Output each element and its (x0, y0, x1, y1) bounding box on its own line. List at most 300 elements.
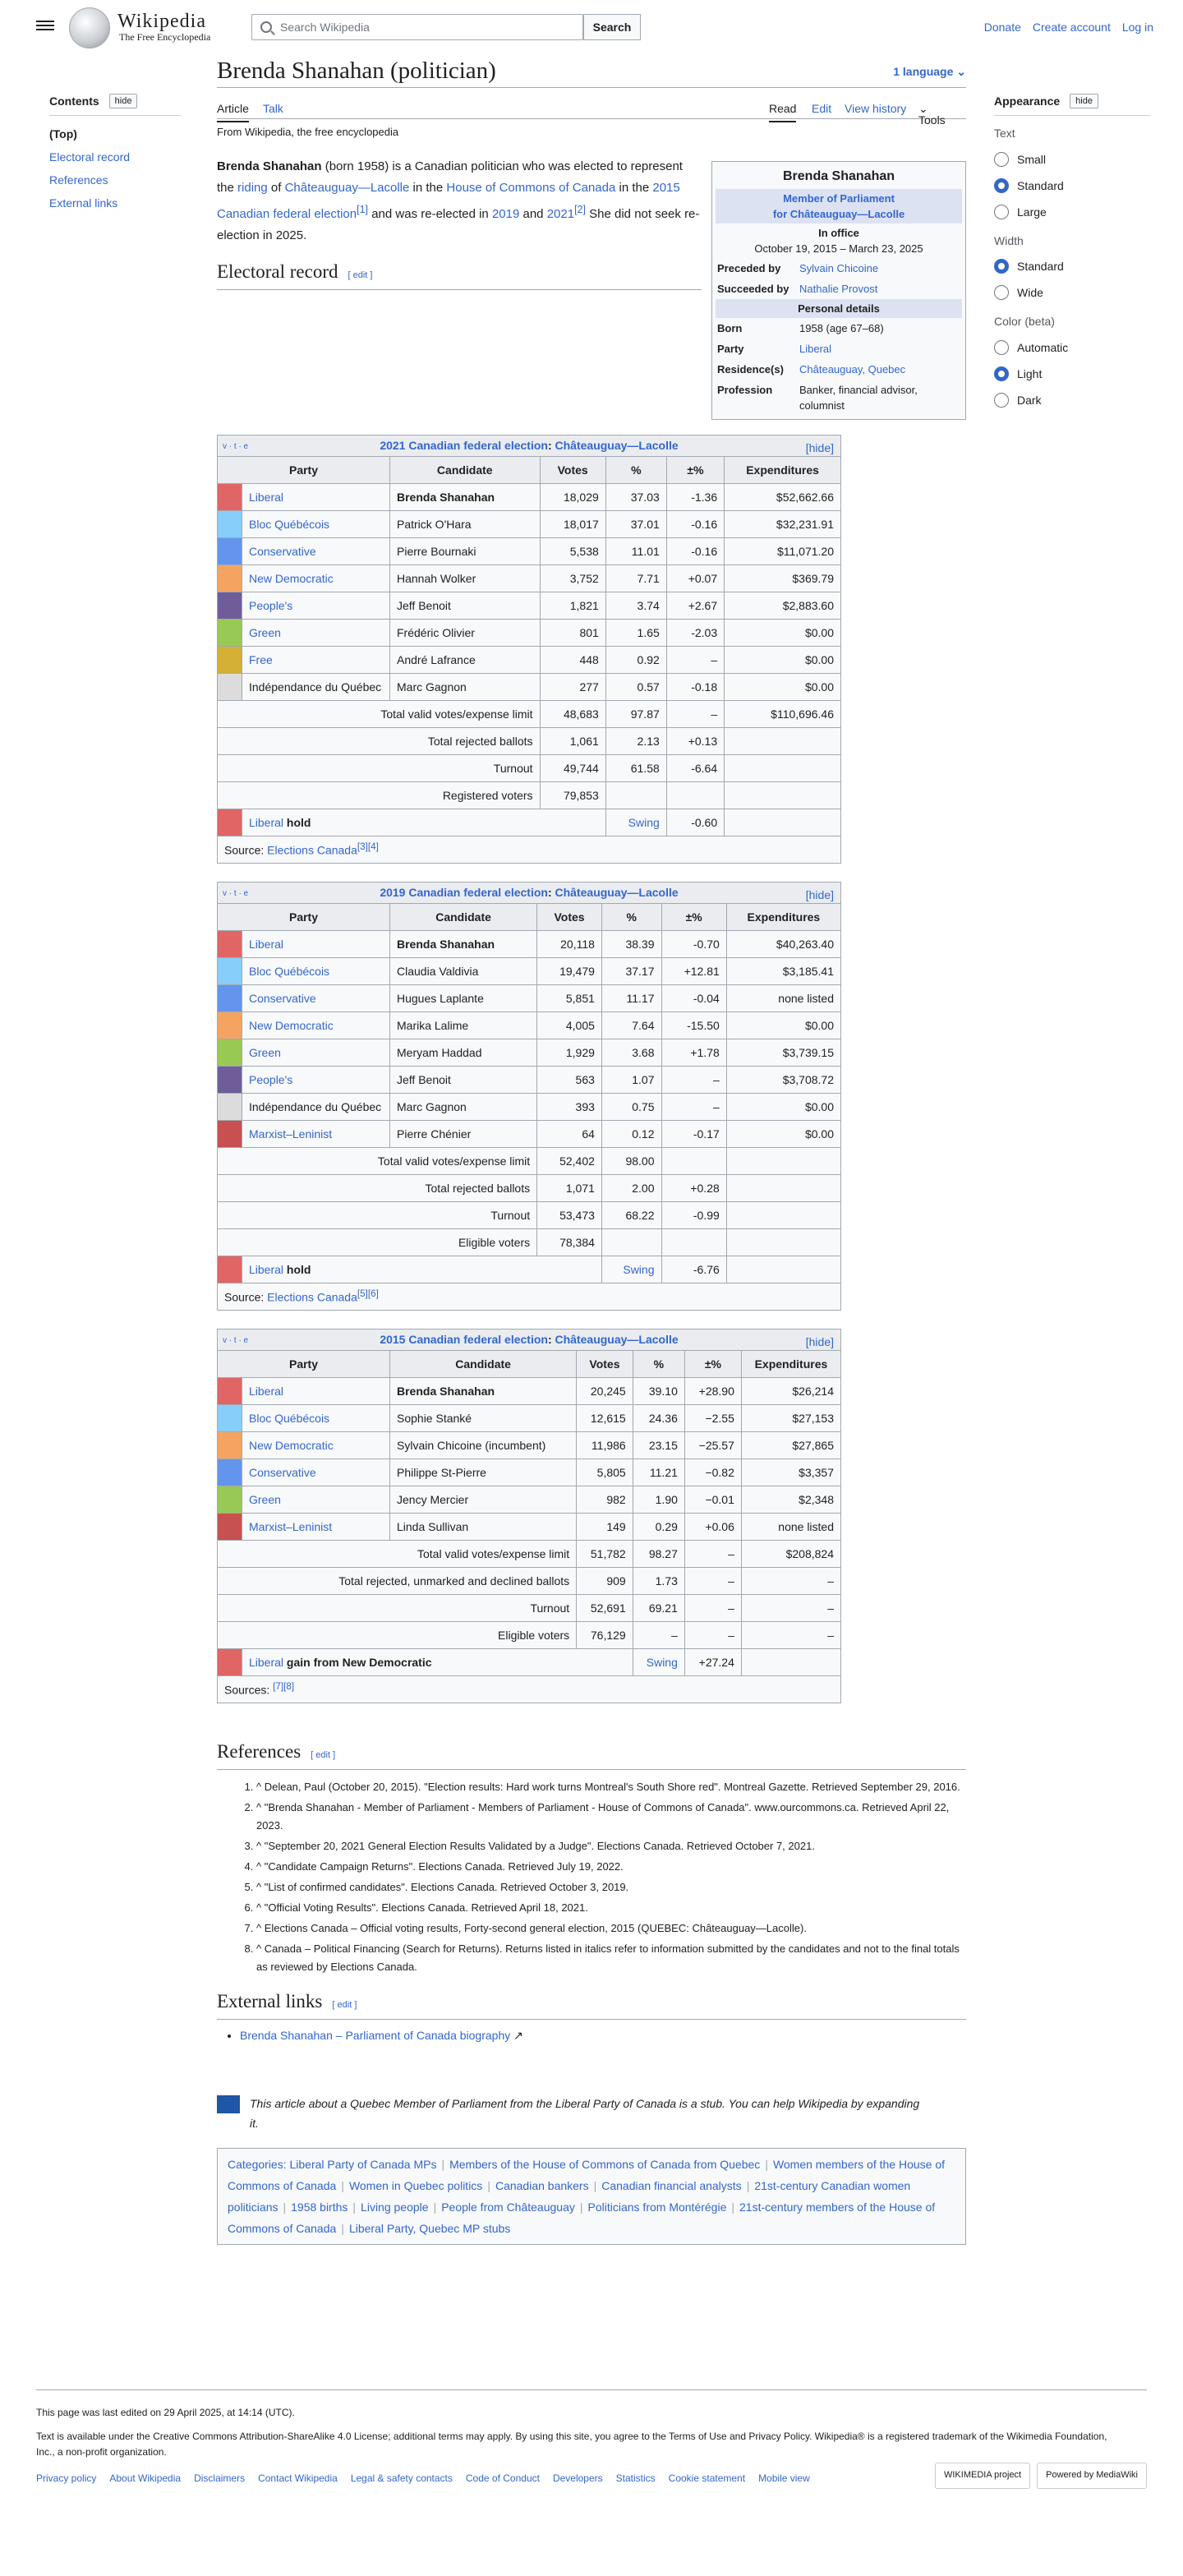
col-header: Party (218, 903, 390, 930)
table-row (218, 1066, 841, 1093)
total-row: Turnout 52,691 69.21 – – (218, 1594, 841, 1621)
candidate-cell: Pierre Chénier (390, 1120, 537, 1147)
party-cell[interactable]: Marxist–Leninist (242, 1120, 390, 1147)
toc-item-references[interactable]: References (49, 173, 108, 187)
change-cell: +12.81 (661, 957, 726, 984)
footer-link[interactable]: Developers (552, 2472, 603, 2484)
total-row: Turnout 53,473 68.22 -0.99 (218, 1201, 841, 1228)
percent-cell: 11.17 (601, 984, 661, 1012)
width-option-label: Standard (1017, 260, 1064, 274)
change-cell: +1.78 (661, 1039, 726, 1066)
radio-icon[interactable] (994, 285, 1009, 300)
appearance-hide-button[interactable]: hide (1070, 94, 1098, 108)
change-cell: -0.18 (666, 673, 724, 700)
swing-link[interactable]: Swing (601, 1256, 661, 1283)
party-color-swatch (218, 483, 242, 510)
total-row: Total valid votes/expense limit 48,683 97.87 – $110,696.46 (218, 700, 841, 727)
main-menu-icon[interactable] (36, 18, 54, 33)
text-size-option[interactable] (994, 146, 1150, 173)
votes-cell: 1,929 (537, 1039, 602, 1066)
table-row (218, 957, 841, 984)
stub-notice: This article about a Quebec Member of Parliament from the Liberal Party of Canada is a stub. You can help Wikipedia by expanding it. (217, 2094, 966, 2133)
footer-link[interactable]: Statistics (615, 2472, 656, 2484)
search-input[interactable]: Search Wikipedia (251, 14, 583, 40)
mediawiki-badge[interactable]: Powered by MediaWiki (1037, 2463, 1147, 2489)
party-cell[interactable]: Green (242, 619, 390, 646)
candidate-cell: Patrick O'Hara (390, 510, 541, 537)
category-link[interactable]: 21st-century members of the House of Commons of Canada (228, 2200, 936, 2236)
votes-cell: 801 (540, 619, 605, 646)
category-link[interactable]: 21st-century Canadian women politicians (228, 2179, 911, 2214)
expenditure-cell: $0.00 (726, 1120, 840, 1147)
category-link[interactable]: Liberal Party, Quebec MP stubs (348, 2222, 511, 2236)
hide-toggle[interactable]: [hide] (805, 1334, 834, 1348)
category-link[interactable]: Living people (361, 2200, 429, 2214)
expenditure-cell: $0.00 (725, 646, 841, 673)
reference-item[interactable]: 4. ^ "Candidate Campaign Returns". Elections Canada. Retrieved July 19, 2022. (256, 1858, 966, 1876)
party-cell[interactable]: People's (242, 592, 390, 619)
party-cell[interactable]: Conservative (242, 984, 390, 1012)
party-cell[interactable]: New Democratic (242, 565, 390, 592)
reference-item[interactable]: 7. ^ Elections Canada – Official voting results, Forty-second general election, 2015 (QUEBEC: Châteauguay—Lacolle). (256, 1919, 966, 1938)
main-content: Brenda Shanahan (politician) 1 language ⌄ Article Talk Read Edit View history Tools ⌄ From Wikipedia, the free encyclopedia Brenda Shanahan Member of Parliament for Châteauguay—Lacolle In office October 19, 2015 – March 23, 2025 Preceded by Sylvain Chicoine Succeeded by Nathalie Provost Personal details Born 1958 (age 67–68) Party Liberal Residence(s) Châteauguay, Quebec Profession Banker, financial advisor, columnist Brenda Shanahan (born 1958) is a Canadian politician who was elected to represent the riding of Châteauguay—Lacolle in the House of Commons of Canada in the 2015 Canadian federal election[1] and was re-elected in 2019 and 2021[2] She did not seek re-election in 2025. Electoral record [ edit ] v · t · e 2021 Canadian federal election: Châteauguay—Lacolle [hide] Party Candidate Votes % ±% Expenditures Liberal Brenda Shanahan 18,029 37.03 -1.36 $52,662.66 Bloc Québécois Patrick O'Hara 18,017 37.01 -0.16 $32,231.91 Conservative Pierre Bournaki 5,538 11.01 -0.16 $11,071.20 New Democratic Hannah Wolker 3,752 7.71 +0.07 $369.79 People's Jeff Benoit 1,821 3.74 +2.67 $2,883.60 Green Frédéric Olivier 801 1.65 -2.03 $0.00 Free André Lafrance 448 0.92 – $0.00 Indépendance du Québec Marc Gagnon 277 0.57 -0.18 $0.00 Total valid votes/expense limit 48,683 97.87 – $110,696.46 Total rejected ballots 1,061 2.13 +0.13 Turnout 49,744 61.58 -6.64 Registered voters 79,853 Liberal hold Swing -0.60 Source: Elections Canada[3][4] v · t · e 2019 Canadian federal election: Châteauguay—Lacolle [hide] Party Candidate Votes % ±% Expenditures Liberal Brenda Shanahan 20,118 38.39 -0.70 $40,263.40 Bloc Québécois Claudia Valdivia 19,479 37.17 +12.81 $3,185.41 Conservative Hugues Laplante 5,851 11.17 -0.04 none listed New Democratic Marika Lalime 4,005 7.64 -15.50 $0.00 Green Meryam Haddad 1,929 3.68 +1.78 $3,739.15 People's Jeff Benoit 563 1.07 – $3,708.72 Indépendance du Québec Marc Gagnon 393 0.75 – $0.00 Marxist–Leninist Pierre Chénier 64 0.12 -0.17 $0.00 Total valid votes/expense limit 52,402 98.00 Total rejected ballots 1,071 2.00 +0.28 Turnout 53,473 68.22 -0.99 Eligible voters 78,384 Liberal hold Swing -6.76 Source: Elections Canada[5][6] v · t · e 2015 Canadian federal election: Châteauguay—Lacolle [hide] Party Candidate Votes % ±% Expenditures Liberal Brenda Shanahan 20,245 39.10 +28.90 $26,214 Bloc Québécois Sophie Stanké 12,615 24.36 −2.55 $27,153 New Democratic Sylvain Chicoine (incumbent) 11,986 23.15 −25.57 $27,865 Conservative Philippe St-Pierre 5,805 11.21 −0.82 $3,357 Green Jency Mercier 982 1.90 −0.01 $2,348 Marxist–Leninist Linda Sullivan 149 0.29 +0.06 none listed Total valid votes/expense limit 51,782 98.27 – $208,824 Total rejected, unmarked and declined ballots 909 1.73 – – Turnout 52,691 69.21 – – Eligible voters 76,129 – – – Liberal gain from New Democratic Swing +27.24 Sources: [7][8] References [ edit ] 1. ^ Delean, Paul (October 20, 2015). "Election results: Hard work turns Montreal's South Shore red". Montreal Gazette. Retrieved September 29, 2016. 2. ^ "Brenda Shanahan - Member of Parliament - Members of Parliament - House of Commons of Canada". www.ourcommons.ca. Retrieved April 22, 2023. 3. ^ "September 20, 2021 General Election Results Validated by a Judge". Elections Canada. Retrieved October 7, 2021. 4. ^ "Candidate Campaign Returns". Elections Canada. Retrieved July 19, 2022. 5. ^ "List of confirmed candidates". Elections Canada. Retrieved October 3, 2019. 6. ^ "Official Voting Results". Elections Canada. Retrieved April 18, 2021. 7. ^ Elections Canada – Official voting results, Forty-second general election, 2015 (QUEBEC: Châteauguay—Lacolle). 8. ^ Canada – Political Financing (Search for Returns). Returns listed in italics refer to information submitted by the candidates and not to the final totals as reviewed by Elections Canada. External links [ edit ] • Brenda Shanahan – Parliament of Canada biography ↗ This article about a Quebec Member of Parliament from the Liberal Party of Canada is a stub. You can help Wikipedia by expanding it. Categories: Liberal Party of Canada MPs | Members of the House of Commons of Canada from Quebec | Women members of the House of Commons of Canada | Women in Quebec politics | Canadian bankers | Canadian financial analysts | 21st-century Canadian women politicians | 1958 births | Living people | People from Châteauguay | Politicians from Montérégie | 21st-century members of the House of Commons of Canada | Liberal Party, Quebec MP stubs (217, 56, 966, 2245)
page-tabs (217, 88, 966, 127)
radio-icon[interactable] (994, 340, 1009, 355)
party-color-swatch (218, 592, 242, 619)
total-row: Total rejected ballots 1,061 2.13 +0.13 (218, 727, 841, 754)
toc-item-top[interactable]: (Top) (49, 127, 77, 141)
party-cell[interactable]: People's (242, 1066, 390, 1093)
col-header: ±% (666, 456, 724, 483)
total-label: Turnout (218, 1594, 577, 1621)
party-cell: Indépendance du Québec (242, 673, 390, 700)
election-link[interactable]: 2015 Canadian federal election (380, 1333, 548, 1347)
total-row: Total valid votes/expense limit 52,402 98.00 (218, 1147, 841, 1174)
color-option[interactable] (994, 334, 1150, 361)
party-cell[interactable]: Liberal (242, 483, 390, 510)
table-row (218, 646, 841, 673)
radio-icon[interactable] (994, 178, 1009, 193)
percent-cell: 1.65 (605, 619, 666, 646)
hide-toggle[interactable]: [hide] (805, 440, 834, 454)
reference-list (217, 1778, 966, 1976)
radio-icon[interactable] (994, 259, 1009, 274)
party-color-swatch (218, 510, 242, 537)
category-link[interactable]: Liberal Party of Canada MPs (289, 2158, 437, 2172)
text-size-option-label: Large (1017, 205, 1047, 219)
width-label: Width (994, 233, 1024, 247)
total-label: Registered voters (218, 781, 541, 809)
change-cell: +0.06 (684, 1513, 741, 1540)
total-label: Total valid votes/expense limit (218, 700, 541, 727)
infobox-title: Brenda Shanahan (782, 169, 895, 183)
change-cell: +2.67 (666, 592, 724, 619)
percent-cell: 0.57 (605, 673, 666, 700)
width-option[interactable] (994, 253, 1150, 279)
party-cell[interactable]: Liberal (242, 1377, 390, 1404)
party-cell[interactable]: Bloc Québécois (242, 1404, 390, 1431)
hold-row: Liberal hold Swing -0.60 (218, 809, 841, 836)
candidate-cell: Frédéric Olivier (390, 619, 541, 646)
infobox-party: Party Liberal (717, 343, 832, 355)
candidate-cell: Brenda Shanahan (390, 1377, 577, 1404)
total-label: Total rejected ballots (218, 1174, 537, 1201)
text-size-option[interactable] (994, 173, 1150, 199)
toc-item-external[interactable]: External links (49, 196, 118, 210)
party-color-swatch (218, 565, 242, 592)
election-link[interactable]: 2019 Canadian federal election (380, 886, 548, 900)
reference-item[interactable]: 3. ^ "September 20, 2021 General Election Results Validated by a Judge". Elections Canada. Retrieved October 7, 2021. (256, 1837, 966, 1855)
edit-link[interactable]: [ edit ] (332, 1999, 357, 2010)
table-row (218, 565, 841, 592)
toc-hide-button[interactable]: hide (109, 94, 138, 108)
tab-talk[interactable]: Talk (263, 102, 283, 115)
candidate-cell: André Lafrance (390, 646, 541, 673)
party-color-swatch (218, 537, 242, 565)
section-external-links: External links [ edit ] (217, 1989, 966, 2020)
total-label: Turnout (218, 1201, 537, 1228)
toc-title: Contents (49, 94, 99, 108)
percent-cell: 11.01 (605, 537, 666, 565)
col-header: Party (218, 456, 390, 483)
footer-link[interactable]: About Wikipedia (109, 2472, 182, 2484)
expenditure-cell: $2,348 (741, 1486, 840, 1513)
expenditure-cell: none listed (726, 984, 840, 1012)
wordmark[interactable]: Wikipedia (117, 11, 206, 32)
col-header: ±% (684, 1350, 741, 1377)
color-option-label: Dark (1017, 393, 1042, 407)
expenditure-cell: $40,263.40 (726, 930, 840, 957)
votes-cell: 4,005 (537, 1012, 602, 1039)
vte-links[interactable]: v · t · e (223, 441, 249, 451)
color-option[interactable] (994, 387, 1150, 413)
party-cell[interactable]: Green (242, 1486, 390, 1513)
wikipedia-globe-logo[interactable] (69, 7, 110, 48)
category-link[interactable]: Canadian bankers (495, 2179, 589, 2193)
votes-cell: 277 (540, 673, 605, 700)
percent-cell: 7.64 (601, 1012, 661, 1039)
party-cell[interactable]: New Democratic (242, 1431, 390, 1459)
edit-link[interactable]: [ edit ] (348, 270, 373, 280)
radio-icon[interactable] (994, 366, 1009, 381)
col-header: Votes (577, 1350, 633, 1377)
votes-cell: 20,245 (577, 1377, 633, 1404)
party-cell: Indépendance du Québec (242, 1093, 390, 1120)
color-label: Color (beta) (994, 315, 1055, 329)
votes-cell: 18,017 (540, 510, 605, 537)
percent-cell: 24.36 (633, 1404, 684, 1431)
category-link[interactable]: Canadian financial analysts (601, 2179, 742, 2193)
riding-link[interactable]: Châteauguay—Lacolle (555, 439, 679, 453)
infobox-residence: Residence(s) Châteauguay, Quebec (717, 363, 906, 376)
text-size-option[interactable] (994, 199, 1150, 225)
percent-cell: 0.29 (633, 1513, 684, 1540)
text-size-option-label: Small (1017, 152, 1047, 166)
user-links (973, 18, 1153, 36)
infobox (711, 161, 966, 420)
from-wikipedia: From Wikipedia, the free encyclopedia (217, 126, 399, 138)
change-cell: +28.90 (684, 1377, 741, 1404)
footer-link[interactable]: Legal & safety contacts (350, 2472, 453, 2484)
tagline: The Free Encyclopedia (119, 31, 211, 43)
tab-read[interactable]: Read (769, 99, 796, 122)
reference-item[interactable]: 8. ^ Canada – Political Financing (Search for Returns). Returns listed in italics refer to information submitted by the candidates and not to the final totals as reviewed by Elections Canada. (256, 1940, 966, 1976)
footer-link[interactable]: Contact Wikipedia (258, 2472, 338, 2484)
table-row (218, 510, 841, 537)
section-references: References [ edit ] (217, 1740, 966, 1770)
infobox-born: Born 1958 (age 67–68) (717, 322, 884, 334)
hide-toggle[interactable]: [hide] (805, 887, 834, 901)
radio-icon[interactable] (994, 393, 1009, 408)
category-link[interactable]: Members of the House of Commons of Canada from Quebec (449, 2158, 761, 2172)
party-cell[interactable]: Bloc Québécois (242, 510, 390, 537)
riding-link[interactable]: Châteauguay—Lacolle (555, 1333, 679, 1347)
categories-label[interactable]: Categories: (228, 2158, 287, 2172)
color-option-label: Light (1017, 366, 1043, 380)
edit-link[interactable]: [ edit ] (311, 1749, 336, 1760)
hold-row: Liberal hold Swing -6.76 (218, 1256, 841, 1283)
text-size-option-label: Standard (1017, 178, 1064, 192)
expenditure-cell: $26,214 (741, 1377, 840, 1404)
table-row (218, 1404, 841, 1431)
expenditure-cell: $27,865 (741, 1431, 840, 1459)
votes-cell: 1,821 (540, 592, 605, 619)
party-color-swatch (218, 619, 242, 646)
party-cell[interactable]: Green (242, 1039, 390, 1066)
tab-tools[interactable]: Tools ⌄ (918, 102, 946, 127)
percent-cell: 37.17 (601, 957, 661, 984)
table-row (218, 1377, 841, 1404)
change-cell: +0.07 (666, 565, 724, 592)
col-header: Expenditures (726, 903, 840, 930)
quebec-flag-icon (217, 2095, 240, 2113)
swing-link[interactable]: Swing (605, 809, 666, 836)
language-button[interactable]: 1 language ⌄ (893, 65, 966, 78)
col-header: Expenditures (741, 1350, 840, 1377)
total-label: Total valid votes/expense limit (218, 1147, 537, 1174)
total-label: Total rejected, unmarked and declined ballots (218, 1567, 577, 1594)
total-row: Total valid votes/expense limit 51,782 98.27 – $208,824 (218, 1540, 841, 1567)
total-label: Eligible voters (218, 1621, 577, 1648)
percent-cell: 1.07 (601, 1066, 661, 1093)
total-label: Total rejected ballots (218, 727, 541, 754)
candidate-cell: Marc Gagnon (390, 673, 541, 700)
votes-cell: 3,752 (540, 565, 605, 592)
candidate-cell: Sophie Stanké (390, 1404, 577, 1431)
change-cell: −2.55 (684, 1404, 741, 1431)
percent-cell: 0.75 (601, 1093, 661, 1120)
change-cell: -1.36 (666, 483, 724, 510)
votes-cell: 5,851 (537, 984, 602, 1012)
total-label: Turnout (218, 754, 541, 781)
vte-links[interactable]: v · t · e (223, 888, 249, 898)
col-header: Party (218, 1350, 390, 1377)
infobox-profession: Profession Banker, financial advisor, columnist (717, 384, 918, 412)
candidate-cell: Marika Lalime (390, 1012, 537, 1039)
footer-link[interactable]: Privacy policy (36, 2472, 97, 2484)
infobox-succeeded: Succeeded by Nathalie Provost (717, 283, 878, 295)
expenditure-cell: $3,708.72 (726, 1066, 840, 1093)
footer-link[interactable]: Cookie statement (668, 2472, 746, 2484)
width-option[interactable] (994, 279, 1150, 306)
votes-cell: 19,479 (537, 957, 602, 984)
candidate-cell: Linda Sullivan (390, 1513, 577, 1540)
col-header: Votes (540, 456, 605, 483)
last-edited: This page was last edited on 29 April 2025, at 14:14 (UTC). (36, 2407, 295, 2418)
col-header: % (633, 1350, 684, 1377)
candidate-cell: Brenda Shanahan (390, 930, 537, 957)
search-icon (260, 21, 272, 33)
external-link[interactable]: Brenda Shanahan – Parliament of Canada biography (240, 2028, 511, 2042)
page-footer (36, 2389, 1147, 2486)
expenditure-cell: $3,185.41 (726, 957, 840, 984)
total-row: Turnout 49,744 61.58 -6.64 (218, 754, 841, 781)
color-option[interactable] (994, 361, 1150, 387)
category-link[interactable]: Women in Quebec politics (348, 2179, 483, 2193)
category-link[interactable]: Politicians from Montérégie (587, 2200, 727, 2214)
donate-link[interactable]: Donate (983, 21, 1021, 34)
change-cell: -15.50 (661, 1012, 726, 1039)
footer-link[interactable]: Code of Conduct (465, 2472, 540, 2484)
election-2021 (217, 435, 966, 864)
percent-cell: 37.01 (605, 510, 666, 537)
party-cell[interactable]: Marxist–Leninist (242, 1513, 390, 1540)
change-cell: -0.16 (666, 537, 724, 565)
party-cell[interactable]: Bloc Québécois (242, 957, 390, 984)
votes-cell: 5,538 (540, 537, 605, 565)
width-option-label: Wide (1017, 286, 1043, 300)
table-row (218, 1431, 841, 1459)
tab-article[interactable]: Article (217, 99, 249, 122)
color-option-label: Automatic (1017, 340, 1069, 354)
candidate-cell: Marc Gagnon (390, 1093, 537, 1120)
expenditure-cell: $32,231.91 (725, 510, 841, 537)
swing-link[interactable]: Swing (633, 1648, 684, 1675)
lead-paragraph: Brenda Shanahan (born 1958) is a Canadian politician who was elected to represent the riding of Châteauguay—Lacolle in the House of Commons of Canada in the 2015 Canadian federal election[1] and was re-elected in 2019 and 2021[2] She did not seek re-election in 2025. (217, 159, 700, 242)
infobox-term: In office October 19, 2015 – March 23, 2025 (754, 227, 923, 255)
election-link[interactable]: 2021 Canadian federal election (380, 439, 548, 453)
table-of-contents (49, 92, 181, 214)
page-title: Brenda Shanahan (politician) (217, 56, 966, 88)
party-color-swatch (218, 1513, 242, 1540)
reference-item[interactable]: 2. ^ "Brenda Shanahan - Member of Parliament - Members of Parliament - House of Commons of Canada". www.ourcommons.ca. Retrieved April 22, 2023. (256, 1799, 966, 1835)
vte-links[interactable]: v · t · e (223, 1335, 249, 1345)
change-cell: −0.82 (684, 1459, 741, 1486)
text-size-label: Text (994, 127, 1015, 141)
table-row (218, 537, 841, 565)
change-cell: – (661, 1093, 726, 1120)
change-cell: -0.17 (661, 1120, 726, 1147)
party-cell[interactable]: Free (242, 646, 390, 673)
table-row (218, 1459, 841, 1486)
toc-item-electoral[interactable]: Electoral record (49, 150, 131, 164)
col-header: Candidate (390, 903, 537, 930)
radio-icon[interactable] (994, 205, 1009, 219)
election-2019 (217, 882, 966, 1311)
footer-link[interactable]: Mobile view (758, 2472, 810, 2484)
table-row (218, 1486, 841, 1513)
table-row (218, 1012, 841, 1039)
change-cell: -0.70 (661, 930, 726, 957)
table-row (218, 619, 841, 646)
expenditure-cell: none listed (741, 1513, 840, 1540)
infobox-personal: Personal details (716, 299, 962, 318)
party-cell[interactable]: New Democratic (242, 1012, 390, 1039)
table-row (218, 673, 841, 700)
votes-cell: 149 (577, 1513, 633, 1540)
percent-cell: 39.10 (633, 1377, 684, 1404)
login-link[interactable]: Log in (1121, 21, 1153, 34)
party-color-swatch (218, 1093, 242, 1120)
party-cell[interactable]: Conservative (242, 1459, 390, 1486)
section-electoral-record: Electoral record [ edit ] (217, 260, 702, 290)
col-header: Expenditures (725, 456, 841, 483)
party-color-swatch (218, 984, 242, 1012)
tab-history[interactable]: View history (845, 102, 907, 115)
tab-edit[interactable]: Edit (812, 102, 832, 115)
total-row: Total rejected ballots 1,071 2.00 +0.28 (218, 1174, 841, 1201)
party-cell[interactable]: Conservative (242, 537, 390, 565)
category-link[interactable]: People from Châteauguay (441, 2200, 575, 2214)
party-color-swatch (218, 1377, 242, 1404)
wikimedia-badge[interactable]: WIKIMEDIA project (935, 2463, 1030, 2489)
change-cell: -0.16 (666, 510, 724, 537)
election-2015 (217, 1329, 966, 1703)
expenditure-cell: $11,071.20 (725, 537, 841, 565)
party-color-swatch (218, 1066, 242, 1093)
reference-item[interactable]: 6. ^ "Official Voting Results". Elections Canada. Retrieved April 18, 2021. (256, 1899, 966, 1917)
riding-link[interactable]: Châteauguay—Lacolle (555, 886, 679, 900)
percent-cell: 23.15 (633, 1431, 684, 1459)
votes-cell: 18,029 (540, 483, 605, 510)
col-header: Votes (537, 903, 602, 930)
candidate-cell: Sylvain Chicoine (incumbent) (390, 1431, 577, 1459)
search-button[interactable]: Search (583, 14, 641, 40)
expenditure-cell: $3,357 (741, 1459, 840, 1486)
table-row (218, 1039, 841, 1066)
create-account-link[interactable]: Create account (1032, 21, 1111, 34)
col-header: Candidate (390, 1350, 577, 1377)
percent-cell: 3.74 (605, 592, 666, 619)
reference-item[interactable]: 5. ^ "List of confirmed candidates". Elections Canada. Retrieved October 3, 2019. (256, 1878, 966, 1896)
footer-link[interactable]: Disclaimers (194, 2472, 246, 2484)
category-link[interactable]: 1958 births (291, 2200, 348, 2214)
percent-cell: 7.71 (605, 565, 666, 592)
percent-cell: 1.90 (633, 1486, 684, 1513)
category-link[interactable]: Women members of the House of Commons of Canada (228, 2158, 945, 2193)
license-text: Text is available under the Creative Commons Attribution-ShareAlike 4.0 License; additional terms may apply. By using this site, you agree to the Terms of Use and Privacy Policy. Wikipedia® is a registered trademark of the Wikimedia Foundation, Inc., a non-profit organization. (36, 2431, 1107, 2458)
party-color-swatch (218, 1120, 242, 1147)
hold-row: Liberal gain from New Democratic Swing +27.24 (218, 1648, 841, 1675)
reference-item[interactable]: 1. ^ Delean, Paul (October 20, 2015). "Election results: Hard work turns Montreal's South Shore red". Montreal Gazette. Retrieved September 29, 2016. (256, 1778, 966, 1796)
change-cell: −25.57 (684, 1431, 741, 1459)
percent-cell: 38.39 (601, 930, 661, 957)
candidate-cell: Jeff Benoit (390, 1066, 537, 1093)
percent-cell: 0.92 (605, 646, 666, 673)
total-label: Eligible voters (218, 1228, 537, 1256)
party-color-swatch (218, 930, 242, 957)
expenditure-cell: $0.00 (725, 619, 841, 646)
table-row (218, 1120, 841, 1147)
votes-cell: 393 (537, 1093, 602, 1120)
table-row (218, 592, 841, 619)
party-cell[interactable]: Liberal (242, 930, 390, 957)
candidate-cell: Pierre Bournaki (390, 537, 541, 565)
radio-icon[interactable] (994, 152, 1009, 167)
infobox-preceded: Preceded by Sylvain Chicoine (717, 262, 879, 274)
col-header: % (601, 903, 661, 930)
candidate-cell: Hugues Laplante (390, 984, 537, 1012)
